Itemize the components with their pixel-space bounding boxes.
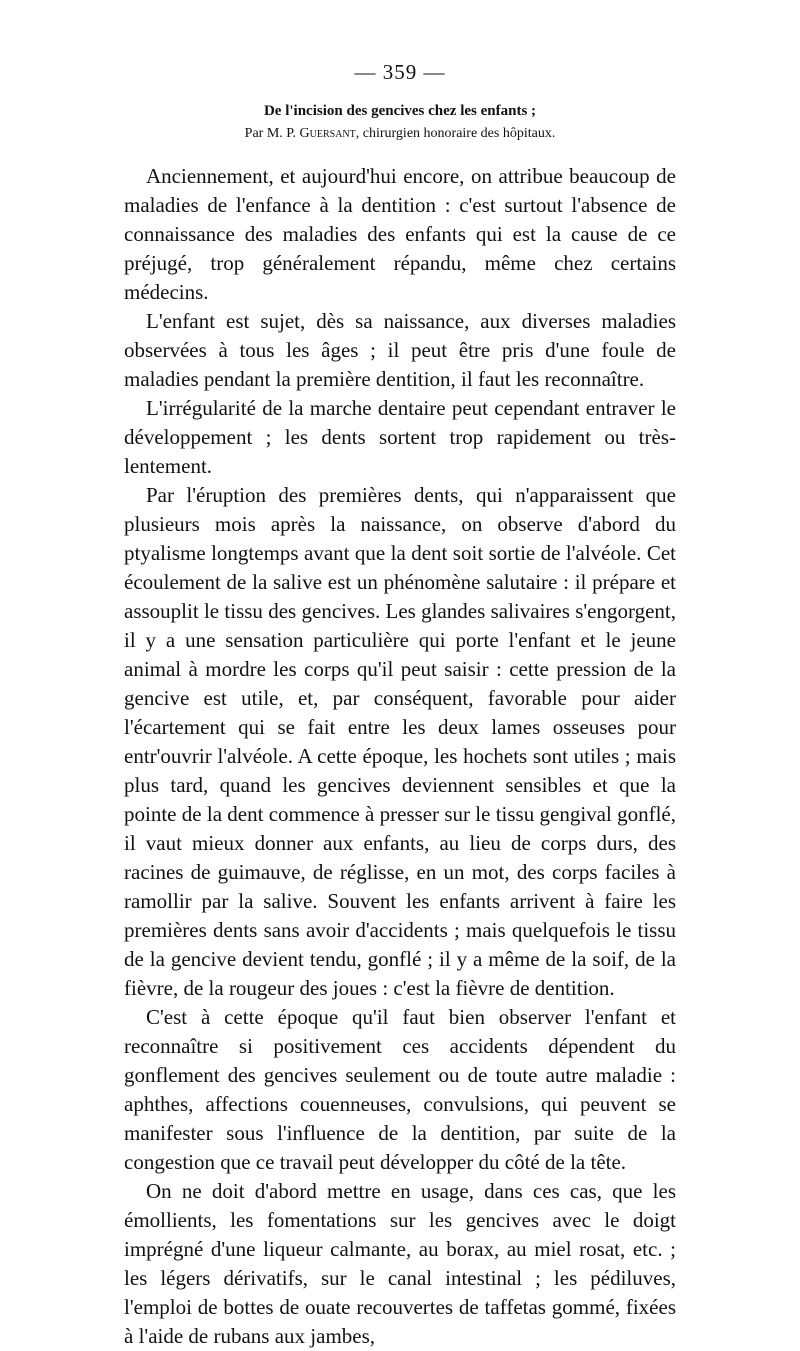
- paragraph: On ne doit d'abord mettre en usage, dans ces cas, que les émollients, les fomentations sur les gencives avec le doigt imprégné d'une liqueur calmante, au borax, au miel rosat, etc. ; les légers dérivatifs, sur le canal intestinal ; les pédiluves, l'emploi de bottes de ouate recouvertes de taffetas gommé, fixées à l'aide de rubans aux jambes,: [124, 1179, 676, 1348]
- page-number: — 359 —: [354, 60, 446, 84]
- byline-suffix: , chirurgien honoraire des hôpitaux.: [355, 126, 556, 141]
- paragraph: Anciennement, et aujourd'hui encore, on attribue beaucoup de maladies de l'enfance à la dentition : c'est surtout l'absence de connaissance des maladies des enfants qui est la cause de ce préjugé, trop généralement répandu, même chez certains médecins.: [124, 164, 676, 304]
- article-title: De l'incision des gencives chez les enfants ;: [263, 103, 537, 119]
- paragraph: Par l'éruption des premières dents, qui n'apparaissent que plusieurs mois après la naissance, on observe d'abord du ptyalisme longtemps avant que la dent soit sortie de l'alvéole. Cet écoulement de la salive est un phénomène salutaire : il prépare et assouplit le tissu des gencives. Les glandes salivaires s'engorgent, il y a une sensation particulière qui porte l'enfant et le jeune animal à mordre les corps qu'il peut saisir : cette pression de la gencive est utile, et, par conséquent, favorable pour aider l'écartement qui se fait entre les deux lames osseuses pour entr'ouvrir l'alvéole. A cette époque, les hochets sont utiles ; mais plus tard, quand les gencives deviennent sensibles et que la pointe de la dent commence à presser sur le tissu gengival gonflé, il vaut mieux donner aux enfants, au lieu de corps durs, des racines de guimauve, de réglisse, en un mot, des corps faciles à ramollir par la salive. Souvent les enfants arrivent à faire les premières dents sans avoir d'accidents ; mais quelquefois le tissu de la gencive devient tendu, gonflé ; il y a même de la soif, de la fièvre, de la rougeur des joues : c'est la fièvre de dentition.: [124, 483, 676, 1000]
- author-name: Guersant: [299, 126, 356, 141]
- article-body: [124, 162, 676, 1351]
- paragraph: L'irrégularité de la marche dentaire peut cependant entraver le développement ; les dents sortent trop rapidement ou très-lentement.: [124, 396, 676, 478]
- byline-prefix: Par M. P.: [244, 126, 300, 141]
- article-byline: [124, 126, 676, 142]
- paragraph: L'enfant est sujet, dès sa naissance, aux diverses maladies observées à tous les âges ; il peut être pris d'une foule de maladies pendant la première dentition, il faut les reconnaître.: [124, 309, 676, 391]
- paragraph: C'est à cette époque qu'il faut bien observer l'enfant et reconnaître si positivement ces accidents dépendent du gonflement des gencives seulement ou de toute autre maladie : aphthes, affections couenneuses, convulsions, qui peuvent se manifester sous l'influence de la dentition, par suite de la congestion que ce travail peut développer du côté de la tête.: [124, 1005, 676, 1174]
